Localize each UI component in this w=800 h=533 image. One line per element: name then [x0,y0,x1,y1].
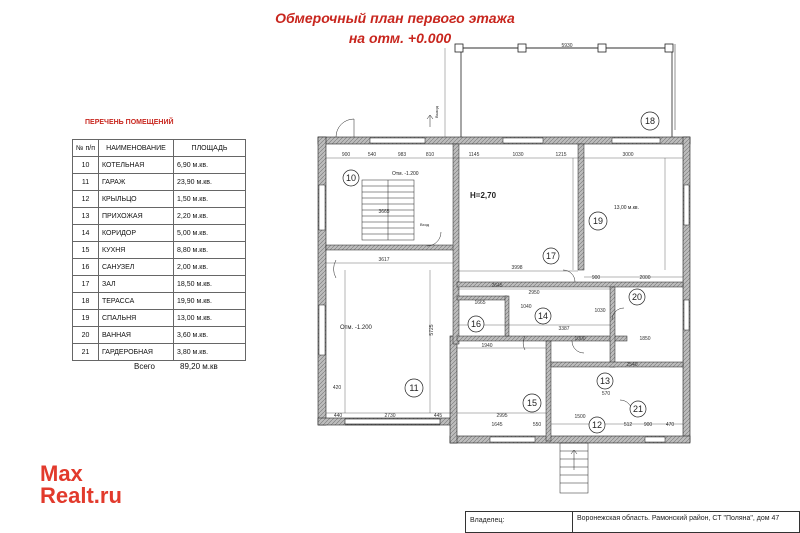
dim-misc-11: 550 [532,422,542,428]
room-list-number: 19 [73,310,99,327]
room-list-number: 14 [73,225,99,242]
dim-top-0: 900 [341,152,351,158]
room-list-number: 16 [73,259,99,276]
column-header-area: ПЛОЩАДЬ [173,140,245,157]
room-number-20: 20 [631,292,643,302]
dim-misc-14: 445 [433,413,443,419]
dim-top-5: 1030 [512,152,524,158]
room-list-name: ПРИХОЖАЯ [98,208,173,225]
dim-misc-3: 3998 [511,265,523,271]
stair-level-label: Отм. -1.200 [392,171,419,177]
room-list-area: 3,80 м.кв. [173,344,245,361]
dim-misc-0: 5930 [561,43,573,49]
dim-misc-7: 1040 [520,304,532,310]
dim-misc-18: 900 [591,275,601,281]
dim-misc-8: 1940 [481,343,493,349]
room-list-number: 15 [73,242,99,259]
dim-misc-15: 420 [332,385,342,391]
dim-top-1: 540 [367,152,377,158]
dim-top-3: 810 [425,152,435,158]
room-number-21: 21 [632,404,644,414]
dim-misc-2: 3617 [378,257,390,263]
dim-misc-25: 900 [643,422,653,428]
room-list-number: 17 [73,276,99,293]
room-list-name: КОРИДОР [98,225,173,242]
dim-misc-9: 2995 [496,413,508,419]
room-number-15: 15 [526,398,538,408]
hall-height-label: H=2,70 [470,191,497,200]
room-list-area: 2,20 м.кв. [173,208,245,225]
room-list-name: САНУЗЕЛ [98,259,173,276]
room-list-area: 18,50 м.кв. [173,276,245,293]
room-list-number: 12 [73,191,99,208]
owner-label: Владелец: [470,517,505,524]
room-number-12: 12 [591,420,603,430]
room-number-18: 18 [644,116,656,126]
dim-misc-20: 1000 [574,336,586,342]
dim-misc-10: 1645 [491,422,503,428]
column-header-number: № п/п [73,140,99,157]
room-list-caption: ПЕРЕЧЕНЬ ПОМЕЩЕНИЙ [85,119,174,126]
room-number-13: 13 [599,376,611,386]
column-header-name: НАИМЕНОВАНИЕ [98,140,173,157]
room-list-number: 13 [73,208,99,225]
dim-misc-27: 512 [623,422,633,428]
dim-misc-4: 2645 [491,283,503,289]
room-list-name: ВАННАЯ [98,327,173,344]
room-list-name: КРЫЛЬЦО [98,191,173,208]
room-list-area: 8,80 м.кв. [173,242,245,259]
dim-misc-21: 1850 [639,336,651,342]
room-list-name: СПАЛЬНЯ [98,310,173,327]
room-number-10: 10 [345,173,357,183]
total-value: 89,20 м.кв [180,362,218,371]
room-number-19: 19 [592,216,604,226]
room-list-name: КУХНЯ [98,242,173,259]
dim-misc-23: 1500 [574,414,586,420]
room-number-17: 17 [545,251,557,261]
room-markers [343,112,659,433]
room-list-name: ГАРДЕРОБНАЯ [98,344,173,361]
room-list-area: 23,90 м.кв. [173,174,245,191]
room-list-number: 18 [73,293,99,310]
room-list-number: 11 [73,174,99,191]
bedroom-area-label: 13,00 м.кв. [614,205,639,211]
room-list-area: 13,00 м.кв. [173,310,245,327]
dim-top-7: 3000 [622,152,634,158]
room-number-11: 11 [409,383,419,393]
entry-label: Вход [420,222,430,227]
dim-misc-16: 5725 [429,324,435,336]
room-list-number: 10 [73,157,99,174]
maxrealt-logo[interactable] [40,463,122,507]
room-list-number: 21 [73,344,99,361]
dim-misc-6: 3387 [558,326,570,332]
dim-misc-1: 3665 [378,209,390,215]
room-number-16: 16 [470,319,482,329]
room-list-name: ЗАЛ [98,276,173,293]
dim-misc-12: 2730 [384,413,396,419]
garage-door [345,419,440,425]
room-list-name: КОТЕЛЬНАЯ [98,157,173,174]
room-list-area: 5,00 м.кв. [173,225,245,242]
room-list-area: 1,50 м.кв. [173,191,245,208]
room-number-14: 14 [537,311,549,321]
dim-misc-22: 2540 [626,362,638,368]
garage-level-label: Отм. -1.200 [340,325,372,331]
room-list-area: 6,90 м.кв. [173,157,245,174]
dim-top-4: 1145 [468,152,480,158]
dim-top-6: 1215 [555,152,567,158]
dim-misc-17: 1665 [474,300,486,306]
logo-line2: Realt.ru [40,483,122,508]
dim-misc-19: 1030 [594,308,606,314]
dim-misc-28: 2000 [639,275,651,281]
plan-title-line1: Обмерочный план первого этажа [275,10,515,26]
interior-walls [326,144,683,441]
plan-title-line2: на отм. +0.000 [348,30,452,46]
dim-misc-5: 2950 [528,290,540,296]
owner-address: Воронежская область. Рамонский район, СТ "Поляна", дом 47 [577,515,780,522]
entrance-steps [560,443,588,493]
room-list-area: 19,90 м.кв. [173,293,245,310]
dim-misc-26: 470 [665,422,675,428]
dim-misc-24: 570 [601,391,611,397]
room-list-area: 3,60 м.кв. [173,327,245,344]
dim-misc-13: 440 [333,413,343,419]
room-list-name: ГАРАЖ [98,174,173,191]
room-list-name: ТЕРАССА [98,293,173,310]
room-list-area: 2,00 м.кв. [173,259,245,276]
total-label: Всего [134,362,155,371]
room-list-number: 20 [73,327,99,344]
logo-line1: Max [40,461,83,486]
door-swings [334,115,632,412]
exit-label: Выход [434,106,439,118]
title-block-divider [572,511,573,533]
dim-top-2: 983 [397,152,407,158]
